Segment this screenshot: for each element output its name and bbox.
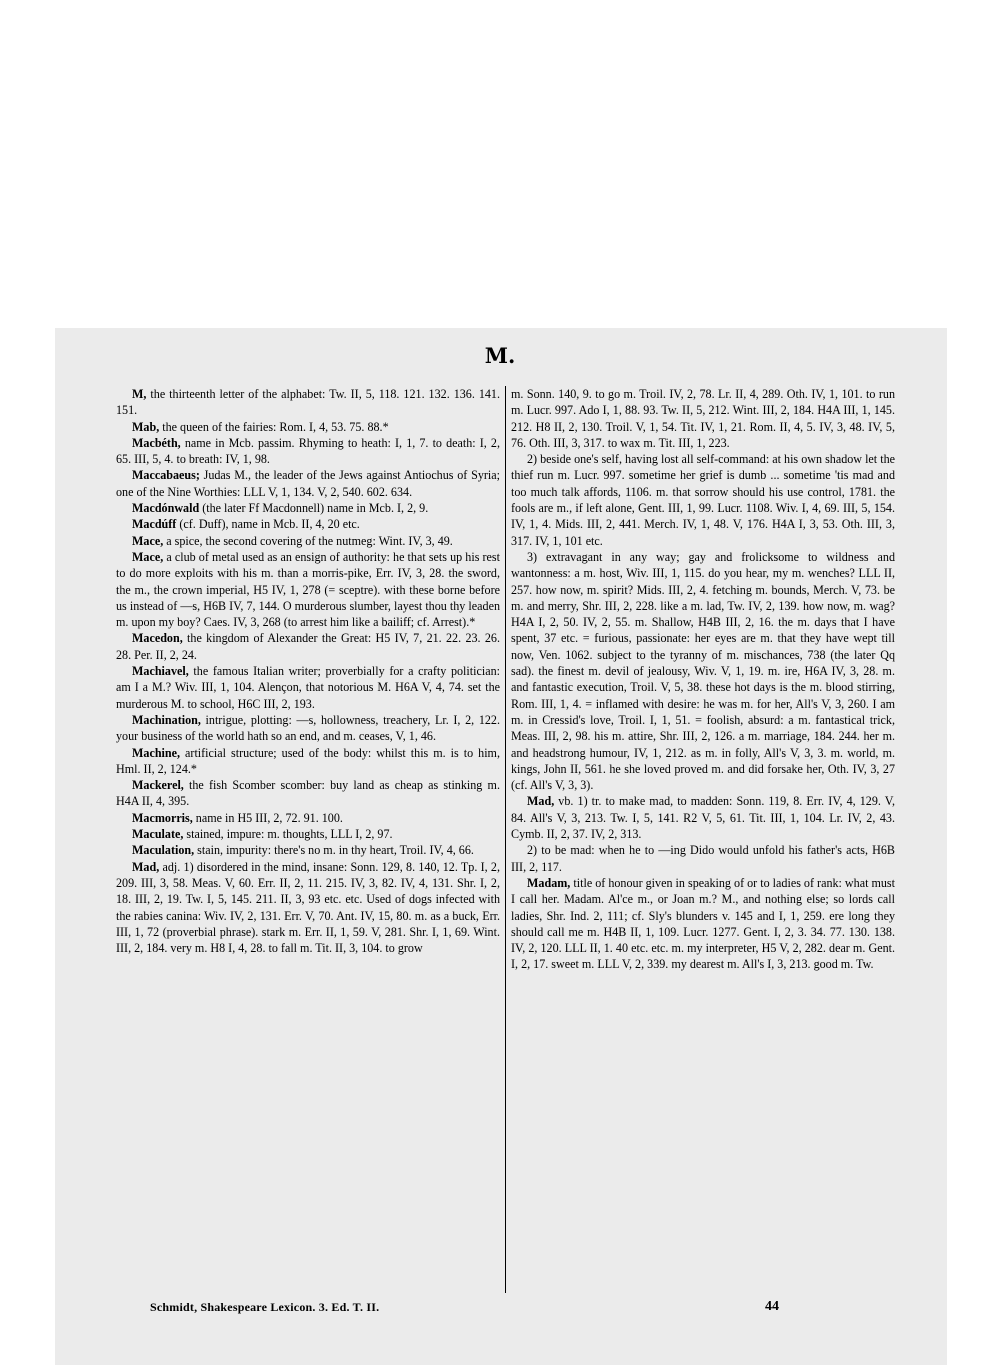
entry-headword: Mackerel, xyxy=(132,778,184,793)
entry-definition: the thirteenth letter of the alphabet: Tw. II, 5, 118. 121. 132. 136. 141. 151. xyxy=(116,387,500,418)
dictionary-entry xyxy=(116,712,500,745)
dictionary-entry xyxy=(116,435,500,468)
dictionary-entry xyxy=(511,875,895,973)
dictionary-entry xyxy=(116,810,500,826)
entry-definition: name in Mcb. passim. Rhyming to heath: I, 1, 7. to death: I, 2, 65. III, 5, 4. to breath: IV, 1, 98. xyxy=(116,435,500,467)
entry-definition: intrigue, plotting: —s, hollowness, treachery, Lr. I, 2, 122. your business of the world hath so an end, and m. ceases, V, 1, 46. xyxy=(116,712,500,744)
entry-headword: Maculate, xyxy=(132,827,184,842)
entry-headword: Machiavel, xyxy=(132,664,189,679)
entry-headword: Macedon, xyxy=(132,631,183,646)
entry-definition: title of honour given in speaking of or to ladies of rank: what must I call her. Madam. Al'ce m., or Joan m.? M., and nothing else; so lords call ladies, Shr. Ind. 2, 111; cf. Sly's blunders v. 145 and I, 1, 259. ere long they should call me m. H4B II, 1, 109. Lucr. 1277. Gent. I, 2, 3. 34. 77. 130. 138. IV, 2, 120. LLL II, 1. 40 etc. etc. m. my interpreter, H5 V, 2, 282. dear m. Gent. I, 2, 17. sweet m. LLL V, 2, 339. my dearest m. All's I, 3, 213. good m. Tw. xyxy=(511,875,895,972)
entry-headword: Maculation, xyxy=(132,843,195,858)
entry-headword: Maccabaeus; xyxy=(132,468,200,483)
dictionary-entry xyxy=(116,500,500,516)
entry-definition: name in H5 III, 2, 72. 91. 100. xyxy=(192,810,343,825)
dictionary-entry xyxy=(116,467,500,500)
entry-definition: a spice, the second covering of the nutmeg: Wint. IV, 3, 49. xyxy=(163,533,453,548)
entry-definition: Judas M., the leader of the Jews against Antiochus of Syria; one of the Nine Worthies: LLL V, 1, 134. V, 2, 540. 602. 634. xyxy=(116,468,500,499)
entry-definition: m. Sonn. 140, 9. to go m. Troil. IV, 2, 78. Lr. II, 4, 289. Oth. IV, 1, 101. to run m. Lucr. 997. Ado I, 1, 88. 93. Tw. II, 5, 212. Wint. III, 2, 184. H4A III, 1, 145. 212. H8 II, 2, 130. Troil. V, 1, 54. Tit. IV, 1, 21. Rom. II, 4, 5. IV, 3, 48. IV, 5, 76. Oth. III, 3, 317. to wax m. Tit. III, 1, 223. xyxy=(511,387,895,450)
dictionary-entry xyxy=(511,793,895,842)
dictionary-sense xyxy=(511,549,895,793)
entry-headword: Mab, xyxy=(132,419,160,434)
entry-definition: the kingdom of Alexander the Great: H5 IV, 7, 21. 22. 23. 26. 28. Per. II, 2, 24. xyxy=(116,631,500,662)
page-number: 44 xyxy=(765,1299,779,1314)
dictionary-entry xyxy=(116,630,500,663)
right-column xyxy=(511,386,895,973)
entry-definition: adj. 1) disordered in the mind, insane: Sonn. 129, 8. 140, 12. Tp. I, 2, 209. III, 3, 58. Meas. V, 60. Err. II, 2, 11. 215. IV, 3, 82. IV, 4, 131. Shr. I, 2, 18. III, 2, 19. Tw. I, 5, 145. 211. II, 3, 93 etc. etc. Used of dogs infected with the rabies canina: Wiv. IV, 2, 131. Err. V, 70. Ant. IV, 15, 80. m. as a buck, Err. III, 1, 72 (proverbial phrase). stark m. Err. II, 1, 59. V, 281. Shr. I, 1, 69. Wint. III, 2, 184. very m. H8 I, 4, 28. to fall m. Tit. II, 3, 104. to grow xyxy=(116,859,500,956)
entry-headword: Mad, xyxy=(527,794,555,809)
dictionary-entry xyxy=(116,549,500,630)
dictionary-entry xyxy=(116,386,500,419)
left-column xyxy=(116,386,500,956)
dictionary-entry xyxy=(116,533,500,549)
dictionary-entry xyxy=(116,516,500,532)
source-footer: Schmidt, Shakespeare Lexicon. 3. Ed. T. II. xyxy=(150,1300,380,1314)
entry-definition: the queen of the fairies: Rom. I, 4, 53. 75. 88.* xyxy=(159,419,389,434)
dictionary-entry xyxy=(116,745,500,778)
dictionary-entry xyxy=(116,826,500,842)
entry-definition: the fish Scomber scomber: buy land as cheap as stinking m. H4A II, 4, 395. xyxy=(116,778,500,809)
section-letter-heading: M. xyxy=(484,343,516,368)
entry-definition: (cf. Duff), name in Mcb. II, 4, 20 etc. xyxy=(176,517,360,532)
dictionary-entry xyxy=(116,419,500,435)
dictionary-entry xyxy=(116,842,500,858)
entry-headword: Mace, xyxy=(132,533,164,548)
entry-definition: (the later Ff Macdonnell) name in Mcb. I, 2, 9. xyxy=(199,501,429,516)
entry-definition: 3) extravagant in any way; gay and frolicksome to wildness and wantonness: a m. host, Wiv. III, 1, 115. do you hear, my m. wenches? LLL II, 257. how now, m. spirit? Mids. III, 2, 4. fetching m. bounds, Merch. V, 73. be m. and merry, Shr. III, 2, 228. like a m. lad, Tw. IV, 2, 139. how now, m. wag? H4A I, 2, 50. IV, 2, 55. m. Shallow, H4B III, 2, 16. the m. days that I have spent, 37 etc. = furious, passionate: her eyes are m. that they have wept till now, Ven. 1062. subject to the tyranny of m. mischances, 738 (the later Qq sad). the finest m. devil of jealousy, Wiv. V, 1, 19. m. ire, H6A IV, 3, 28. m. and fantastic execution, Troil. V, 5, 38. these hot days is the m. blood stirring, Rom. III, 1, 4. = inflamed with desire: he was m. for her, All's V, 3, 260. I am m. in Cressid's love, Troil. I, 1, 51. = foolish, absurd: a m. fantastical trick, Meas. III, 2, 98. his m. attire, Shr. III, 2, 126. a m. marriage, 184. 244. her m. and headstrong humour, IV, 1, 212. as m. in folly, All's V, 3, 3. m. world, m. kings, John II, 561. he she loved proved m. and did forsake her, Oth. IV, 3, 27 (cf. All's V, 3, 3). xyxy=(511,549,895,793)
column-divider xyxy=(505,386,506,1293)
dictionary-sense xyxy=(511,451,895,549)
dictionary-entry xyxy=(116,859,500,957)
entry-headword: Mace, xyxy=(132,549,164,564)
entry-definition: 2) beside one's self, having lost all self-command: at his own shadow let the thief run m. Lucr. 997. sometime her grief is dumb ... sometime 'tis mad and too much talk affords, 1106. m. that sorrow should his use control, 1781. the fools are m., if left alone, Gent. III, 1, 99. Lucr. 1108. Wiv. I, 4, 69. III, 5, 154. IV, 1, 4. Mids. III, 2, 441. Merch. IV, 1, 48. V, 176. H4A I, 3, 53. Oth. III, 3, 317. IV, 1, 101 etc. xyxy=(511,452,895,548)
entry-headword: Macbéth, xyxy=(132,435,181,450)
entry-definition: 2) to be mad: when he to —ing Dido would unfold his father's acts, H6B III, 2, 117. xyxy=(511,843,895,874)
dictionary-entry xyxy=(116,777,500,810)
entry-definition: stained, impure: m. thoughts, LLL I, 2, 97. xyxy=(183,827,393,842)
entry-definition: artificial structure; used of the body: whilst this m. is to him, Hml. II, 2, 124.* xyxy=(116,745,500,776)
entry-definition: stain, impurity: there's no m. in thy heart, Troil. IV, 4, 66. xyxy=(194,843,474,858)
dictionary-entry-continuation xyxy=(511,386,895,451)
entry-headword: Macdónwald xyxy=(132,501,200,516)
entry-headword: Macmorris, xyxy=(132,810,193,825)
entry-definition: a club of metal used as an ensign of authority: he that sets up his rest to do more exploits with his m. than a morris-pike, Err. IV, 3, 28. the sword, the m., the crown imperial, H5 IV, 1, 278 (= sceptre). with these borne before us instead of —s, H6B IV, 7, 144. O murderous slumber, layest thou thy leaden m. upon my boy? Caes. IV, 3, 268 (to arrest him like a bailiff; cf. Arrest).* xyxy=(116,549,500,630)
entry-headword: Machination, xyxy=(132,712,201,727)
entry-headword: Madam, xyxy=(527,875,571,890)
entry-definition: the famous Italian writer; proverbially for a crafty politician: am I a M.? Wiv. III, 1, 104. Alençon, that notorious M. H6A V, 4, 74. set the murderous M. to school, H6C III, 2, 193. xyxy=(116,664,500,711)
entry-definition: vb. 1) tr. to make mad, to madden: Sonn. 119, 8. Err. IV, 4, 129. V, 84. All's V, 3, 213. Tw. I, 5, 141. R2 V, 5, 61. Tit. III, 1, 104. Lr. IV, 2, 43. Cymb. II, 2, 37. IV, 2, 313. xyxy=(511,794,895,842)
dictionary-sense xyxy=(511,842,895,875)
entry-headword: Mad, xyxy=(132,859,160,874)
entry-headword: M, xyxy=(132,387,147,401)
dictionary-entry xyxy=(116,663,500,712)
entry-headword: Machine, xyxy=(132,745,181,760)
entry-headword: Macdúff xyxy=(132,517,177,532)
